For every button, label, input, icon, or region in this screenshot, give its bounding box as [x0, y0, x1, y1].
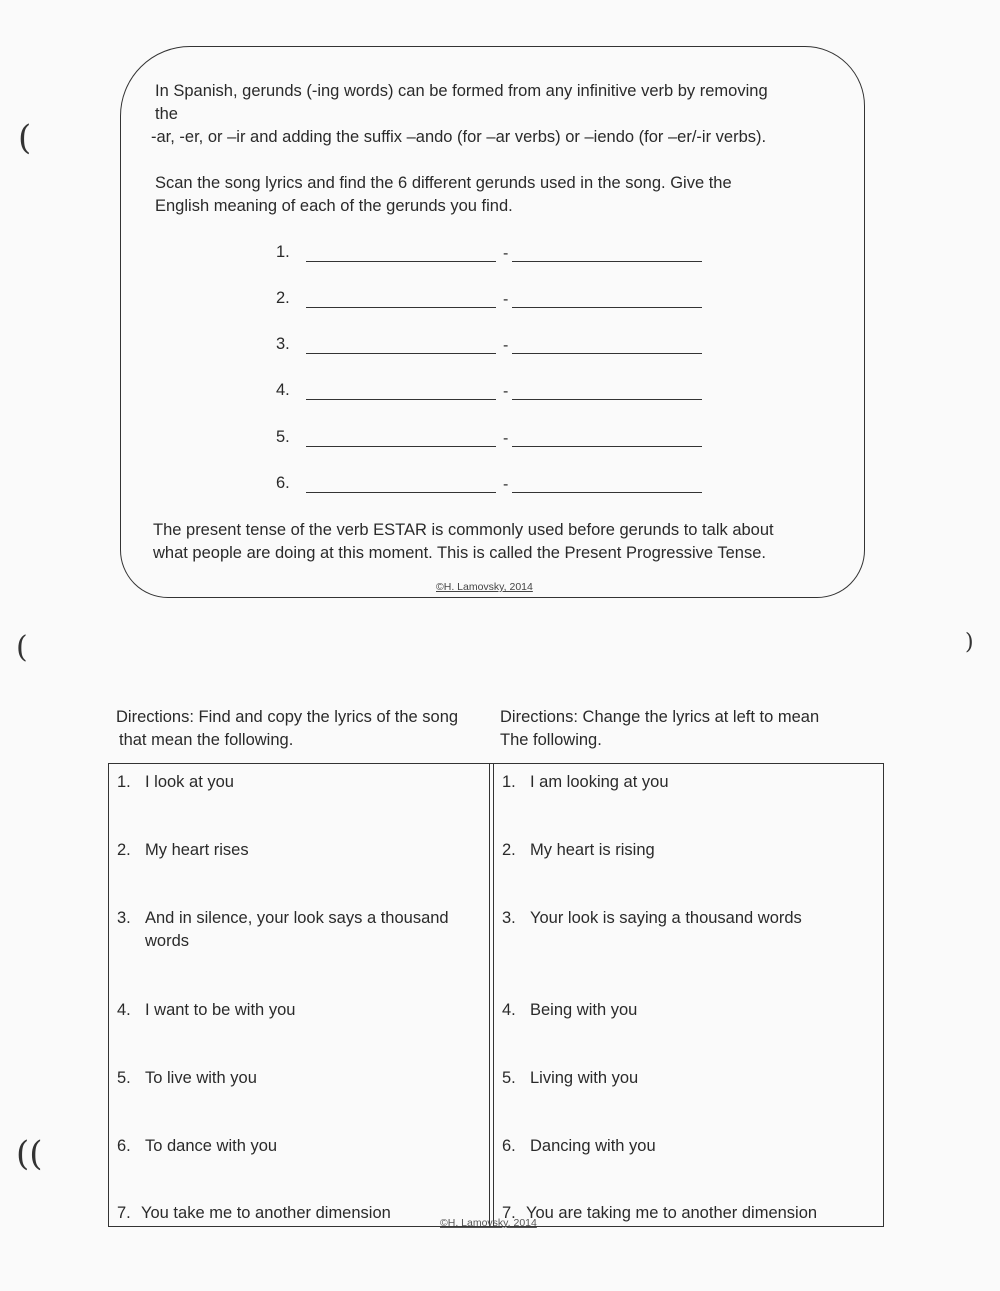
meaning-blank[interactable]	[512, 399, 702, 400]
item-number: 7.	[117, 1204, 131, 1222]
blank-dash: -	[503, 291, 509, 308]
directions-left	[116, 706, 496, 752]
gerund-blank-row	[276, 428, 716, 452]
item-number: 1.	[502, 773, 516, 791]
margin-mark: )	[965, 630, 974, 655]
item-text: Dancing with you	[530, 1137, 656, 1155]
gerund-blank[interactable]	[306, 446, 496, 447]
item-text: You take me to another dimension	[141, 1204, 391, 1222]
item-text: To live with you	[145, 1069, 257, 1087]
scan-line: English meaning of each of the gerunds you find.	[155, 197, 513, 215]
item-text: My heart rises	[145, 841, 249, 859]
gerund-blank[interactable]	[306, 307, 496, 308]
item-number: 1.	[117, 773, 131, 791]
item-number: 6.	[117, 1137, 131, 1155]
item-text: Your look is saying a thousand words	[530, 909, 802, 927]
blank-number: 5.	[276, 428, 290, 446]
gerund-blank[interactable]	[306, 492, 496, 493]
item-text: I am looking at you	[530, 773, 669, 791]
blank-number: 1.	[276, 243, 290, 261]
blank-dash: -	[503, 430, 509, 447]
meaning-blank[interactable]	[512, 492, 702, 493]
estar-paragraph	[153, 519, 853, 565]
item-text: To dance with you	[145, 1137, 278, 1155]
item-number: 7.	[502, 1204, 516, 1222]
item-number: 4.	[117, 1001, 131, 1019]
item-number: 2.	[117, 841, 131, 859]
item-number: 5.	[117, 1069, 131, 1087]
directions-line: Directions: Change the lyrics at left to mean	[500, 708, 820, 726]
gerund-blank[interactable]	[306, 399, 496, 400]
item-number: 2.	[502, 841, 516, 859]
margin-mark: (	[16, 630, 28, 665]
item-number: 4.	[502, 1001, 516, 1019]
item-text: I look at you	[145, 773, 234, 791]
intro-line: -ar, -er, or –ir and adding the suffix –ando (for –ar verbs) or –iendo (for –er/-ir verbs).	[151, 128, 767, 146]
blank-dash: -	[503, 245, 509, 262]
blank-number: 3.	[276, 335, 290, 353]
gerund-blank-row	[276, 381, 716, 405]
copyright-notice: ©H. Lamovsky, 2014	[436, 581, 533, 593]
item-text: And in silence, your look says a thousand words	[145, 909, 449, 950]
item-number: 5.	[502, 1069, 516, 1087]
item-number: 3.	[117, 909, 131, 927]
intro-line: In Spanish, gerunds (-ing words) can be formed from any infinitive verb by removing	[155, 82, 768, 100]
item-number: 3.	[502, 909, 516, 927]
directions-line: that mean the following.	[119, 731, 294, 749]
blank-dash: -	[503, 383, 509, 400]
item-text: I want to be with you	[145, 1001, 296, 1019]
blank-number: 4.	[276, 381, 290, 399]
directions-line: The following.	[500, 731, 602, 749]
meaning-blank[interactable]	[512, 307, 702, 308]
blank-number: 2.	[276, 289, 290, 307]
item-text: Being with you	[530, 1001, 638, 1019]
gerund-blank[interactable]	[306, 353, 496, 354]
item-text: Living with you	[530, 1069, 639, 1087]
meaning-blank[interactable]	[512, 261, 702, 262]
directions-line: Directions: Find and copy the lyrics of the song	[116, 708, 459, 726]
intro-paragraph	[151, 80, 845, 149]
item-number: 6.	[502, 1137, 516, 1155]
gerund-blank-row	[276, 243, 716, 267]
gerund-blank-row	[276, 335, 716, 359]
gerund-blank[interactable]	[306, 261, 496, 262]
margin-mark: (	[18, 118, 32, 158]
intro-line: the	[155, 105, 178, 123]
directions-right	[500, 706, 880, 752]
estar-line: The present tense of the verb ESTAR is commonly used before gerunds to talk about	[153, 521, 774, 539]
meaning-blank[interactable]	[512, 353, 702, 354]
meaning-blank[interactable]	[512, 446, 702, 447]
blank-dash: -	[503, 337, 509, 354]
item-text: My heart is rising	[530, 841, 655, 859]
column-divider	[489, 763, 494, 1227]
copyright-notice-bottom: ©H. Lamovsky, 2014	[440, 1217, 537, 1229]
gerund-blank-row	[276, 289, 716, 313]
item-text: You are taking me to another dimension	[526, 1204, 818, 1222]
blank-number: 6.	[276, 474, 290, 492]
margin-mark: ((	[16, 1134, 43, 1174]
blank-dash: -	[503, 476, 509, 493]
estar-line: what people are doing at this moment. This is called the Present Progressive Tense.	[153, 544, 766, 562]
gerund-blank-row	[276, 474, 716, 498]
scan-instructions	[155, 172, 845, 218]
scan-line: Scan the song lyrics and find the 6 different gerunds used in the song. Give the	[155, 174, 732, 192]
